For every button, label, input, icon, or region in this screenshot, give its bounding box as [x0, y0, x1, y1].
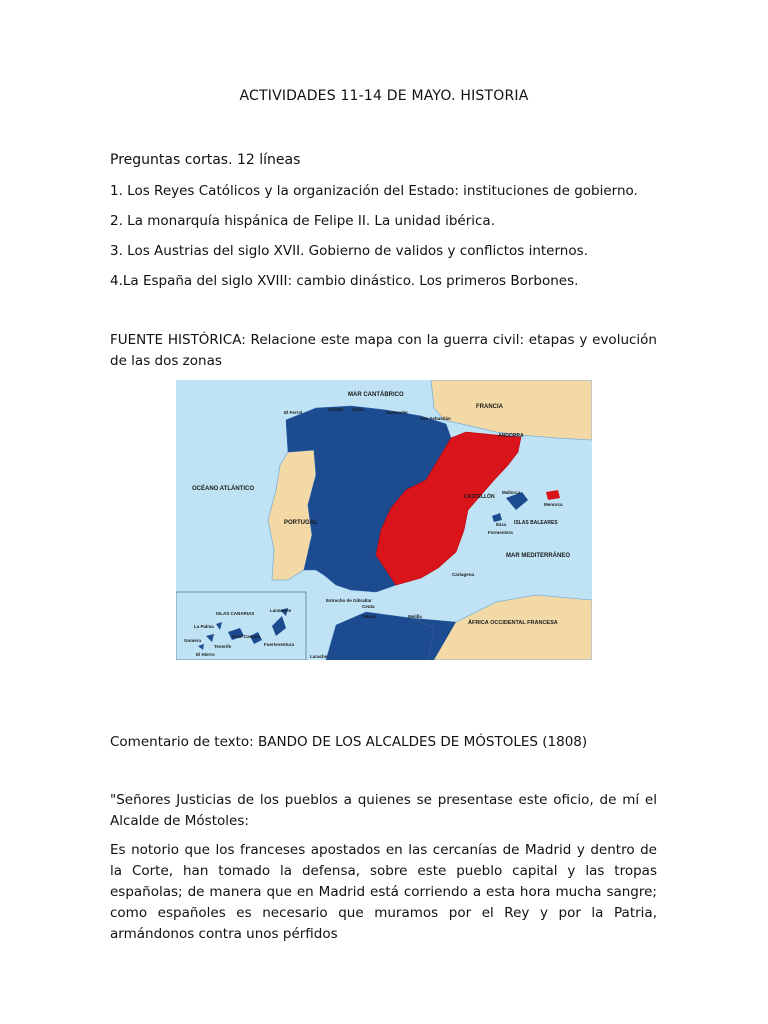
map-label: La Palma — [194, 624, 214, 629]
civil-war-map — [176, 380, 592, 660]
map-label: PORTUGAL — [284, 520, 318, 526]
text-paragraph: "Señores Justicias de los pueblos a quienes se presentase este oficio, de mí el Alcalde de Móstoles: — [110, 792, 657, 829]
map-label: MAR MEDITERRÁNEO — [506, 553, 570, 559]
map-label: Mallorca — [502, 490, 521, 495]
map-label: ISLAS CANARIAS — [216, 611, 255, 616]
map-label: ISLAS BALEARES — [514, 520, 558, 526]
map-label: MAR CANTÁBRICO — [348, 392, 404, 398]
map-label: Santander — [386, 410, 409, 415]
map-label: Ceuta — [362, 604, 375, 609]
page-title: ACTIVIDADES 11-14 DE MAYO. HISTORIA — [239, 88, 529, 104]
map-label: El Ferrol — [284, 410, 303, 415]
map-label: Lanzarote — [270, 608, 292, 613]
map-label: Gomera — [184, 638, 202, 643]
map-label: Oviedo — [328, 407, 344, 412]
map-label: ANDORRA — [498, 433, 524, 439]
map-label: OCÉANO ATLÁNTICO — [192, 486, 254, 492]
map-label: Estrecho de Gibraltar — [326, 598, 372, 603]
map-figure — [176, 380, 592, 660]
map-label: FRANCIA — [476, 404, 503, 410]
map-label: Gijón — [352, 407, 364, 412]
map-label: Larache — [310, 654, 328, 659]
question-item: 3. Los Austrias del siglo XVII. Gobierno de validos y conflictos internos. — [110, 243, 588, 259]
map-label: Tetuán — [362, 614, 377, 619]
section-heading-preguntas: Preguntas cortas. 12 líneas — [110, 152, 301, 168]
map-label: Fuerteventura — [264, 642, 295, 647]
question-item: 1. Los Reyes Católicos y la organización del Estado: instituciones de gobierno. — [110, 183, 638, 199]
map-label: Ibiza — [496, 522, 507, 527]
map-label: ÁFRICA OCCIDENTAL FRANCESA — [468, 620, 558, 626]
comentario-heading: Comentario de texto: BANDO DE LOS ALCALDES DE MÓSTOLES (1808) — [110, 734, 588, 750]
map-label: Gran Canaria — [232, 634, 261, 639]
map-label: Menorca — [544, 502, 563, 507]
map-label: Formentera — [488, 530, 513, 535]
map-label: Tenerife — [214, 644, 232, 649]
question-item: 2. La monarquía hispánica de Felipe II. La unidad ibérica. — [110, 213, 496, 229]
map-label: CASTELLÓN — [464, 494, 495, 500]
fuente-historica-text: FUENTE HISTÓRICA: Relacione este mapa con la guerra civil: etapas y evolución de las dos zonas — [110, 332, 657, 369]
text-paragraph: Es notorio que los franceses apostados en las cercanías de Madrid y dentro de la Corte, han tomado la defensa, sobre este pueblo capital y las tropas españolas; de manera que en Madrid está corriendo a esta hora mucha sangre; como españoles es necesario que muramos por el Rey y por la Patria, armándonos contra unos pérfidos — [110, 842, 657, 942]
map-label: Melilla — [408, 614, 422, 619]
map-label: San Sebastián — [420, 416, 451, 421]
map-label: El Hierro — [196, 652, 215, 657]
map-label: Cartagena — [452, 572, 475, 577]
question-item: 4.La España del siglo XVIII: cambio dinástico. Los primeros Borbones. — [110, 273, 579, 289]
